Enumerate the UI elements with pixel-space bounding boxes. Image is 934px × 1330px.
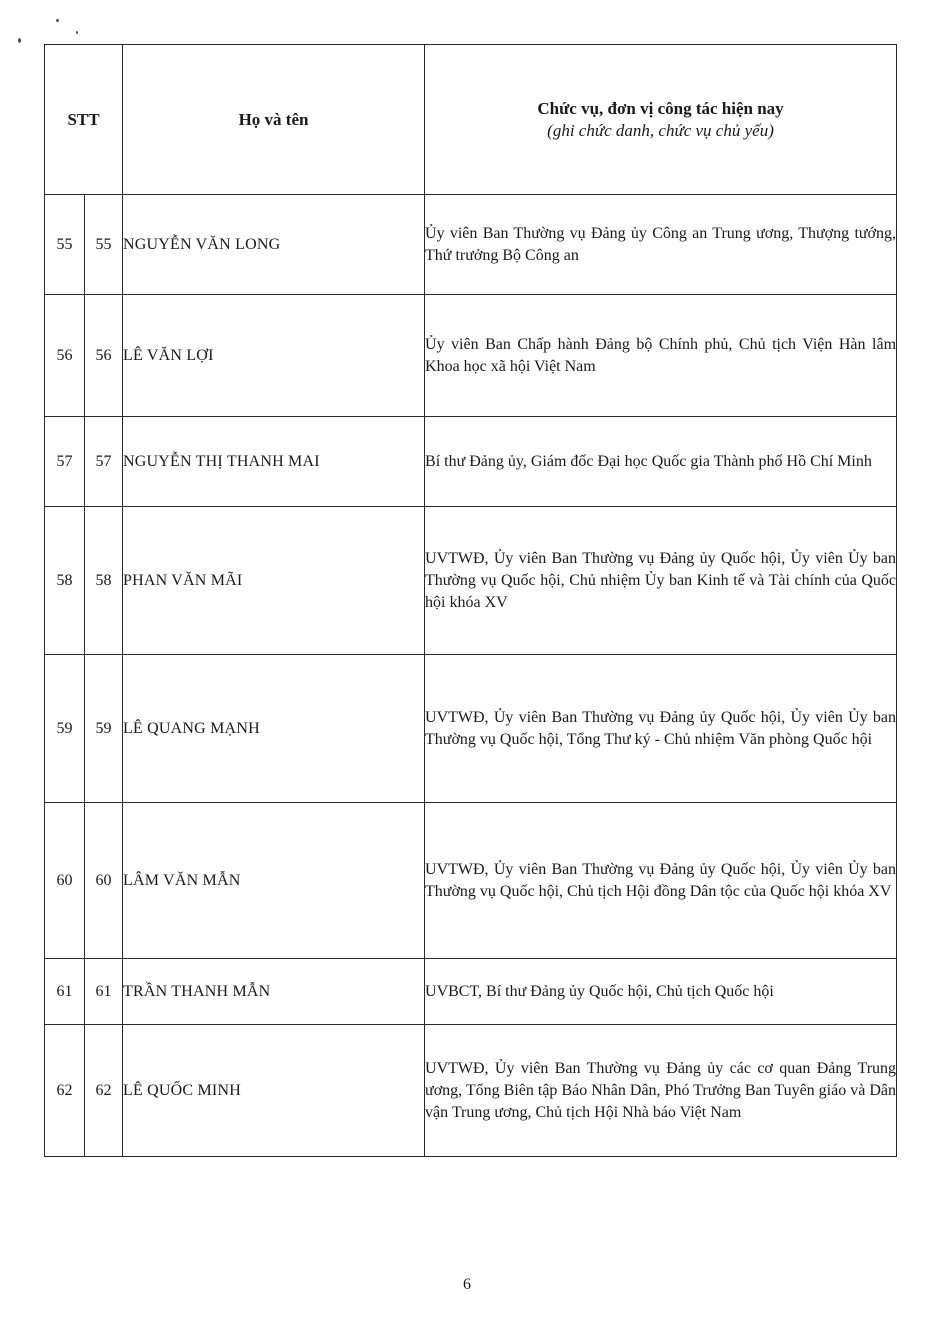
position-cell: Bí thư Đảng ủy, Giám đốc Đại học Quốc gia Thành phố Hồ Chí Minh <box>425 417 897 507</box>
name-cell: PHAN VĂN MÃI <box>123 507 425 655</box>
position-cell: Ủy viên Ban Thường vụ Đảng ủy Công an Trung ương, Thượng tướng, Thứ trưởng Bộ Công an <box>425 195 897 295</box>
position-header-title: Chức vụ, đơn vị công tác hiện nay <box>537 98 784 118</box>
stt-cell: 55 <box>85 195 123 295</box>
stt-header: STT <box>45 45 123 195</box>
table-row <box>45 195 897 295</box>
name-cell: LÊ VĂN LỢI <box>123 295 425 417</box>
name-cell: NGUYỄN VĂN LONG <box>123 195 425 295</box>
stt-cell: 61 <box>85 959 123 1025</box>
stt-cell: 59 <box>85 655 123 803</box>
scan-speck <box>56 19 59 22</box>
table-row <box>45 803 897 959</box>
stt-cell: 58 <box>85 507 123 655</box>
stt-cell: 60 <box>85 803 123 959</box>
stt-cell: 57 <box>45 417 85 507</box>
position-cell: Ủy viên Ban Chấp hành Đảng bộ Chính phủ, Chủ tịch Viện Hàn lâm Khoa học xã hội Việt Nam <box>425 295 897 417</box>
table-row <box>45 655 897 803</box>
table-row <box>45 295 897 417</box>
page-number: 6 <box>463 1276 471 1293</box>
position-cell: UVTWĐ, Ủy viên Ban Thường vụ Đảng ủy Quốc hội, Ủy viên Ủy ban Thường vụ Quốc hội, Chủ nhiệm Ủy ban Kinh tế và Tài chính của Quốc hội khóa XV <box>425 507 897 655</box>
stt-cell: 59 <box>45 655 85 803</box>
table-row <box>45 1025 897 1157</box>
position-header <box>425 45 897 195</box>
stt-cell: 60 <box>45 803 85 959</box>
position-cell: UVTWĐ, Ủy viên Ban Thường vụ Đảng ủy các cơ quan Đảng Trung ương, Tổng Biên tập Báo Nhân Dân, Phó Trưởng Ban Tuyên giáo và Dân vận Trung ương, Chủ tịch Hội Nhà báo Việt Nam <box>425 1025 897 1157</box>
table-row <box>45 507 897 655</box>
name-cell: LÊ QUANG MẠNH <box>123 655 425 803</box>
candidate-table <box>44 44 897 1157</box>
stt-cell: 62 <box>85 1025 123 1157</box>
scan-speck <box>76 31 78 34</box>
stt-cell: 55 <box>45 195 85 295</box>
stt-cell: 57 <box>85 417 123 507</box>
stt-cell: 61 <box>45 959 85 1025</box>
table-row <box>45 417 897 507</box>
table-row <box>45 959 897 1025</box>
stt-cell: 58 <box>45 507 85 655</box>
name-header: Họ và tên <box>123 45 425 195</box>
name-cell: TRẦN THANH MẪN <box>123 959 425 1025</box>
name-cell: LÂM VĂN MẪN <box>123 803 425 959</box>
position-cell: UVTWĐ, Ủy viên Ban Thường vụ Đảng ủy Quốc hội, Ủy viên Ủy ban Thường vụ Quốc hội, Tổng Thư ký - Chủ nhiệm Văn phòng Quốc hội <box>425 655 897 803</box>
table-header-row <box>45 45 897 195</box>
position-header-note: (ghi chức danh, chức vụ chủ yếu) <box>547 120 774 140</box>
stt-cell: 62 <box>45 1025 85 1157</box>
scan-speck <box>18 38 21 43</box>
position-cell: UVTWĐ, Ủy viên Ban Thường vụ Đảng ủy Quốc hội, Ủy viên Ủy ban Thường vụ Quốc hội, Chủ tịch Hội đồng Dân tộc của Quốc hội khóa XV <box>425 803 897 959</box>
stt-cell: 56 <box>45 295 85 417</box>
name-cell: NGUYỄN THỊ THANH MAI <box>123 417 425 507</box>
stt-cell: 56 <box>85 295 123 417</box>
position-cell: UVBCT, Bí thư Đảng ủy Quốc hội, Chủ tịch Quốc hội <box>425 959 897 1025</box>
name-cell: LÊ QUỐC MINH <box>123 1025 425 1157</box>
